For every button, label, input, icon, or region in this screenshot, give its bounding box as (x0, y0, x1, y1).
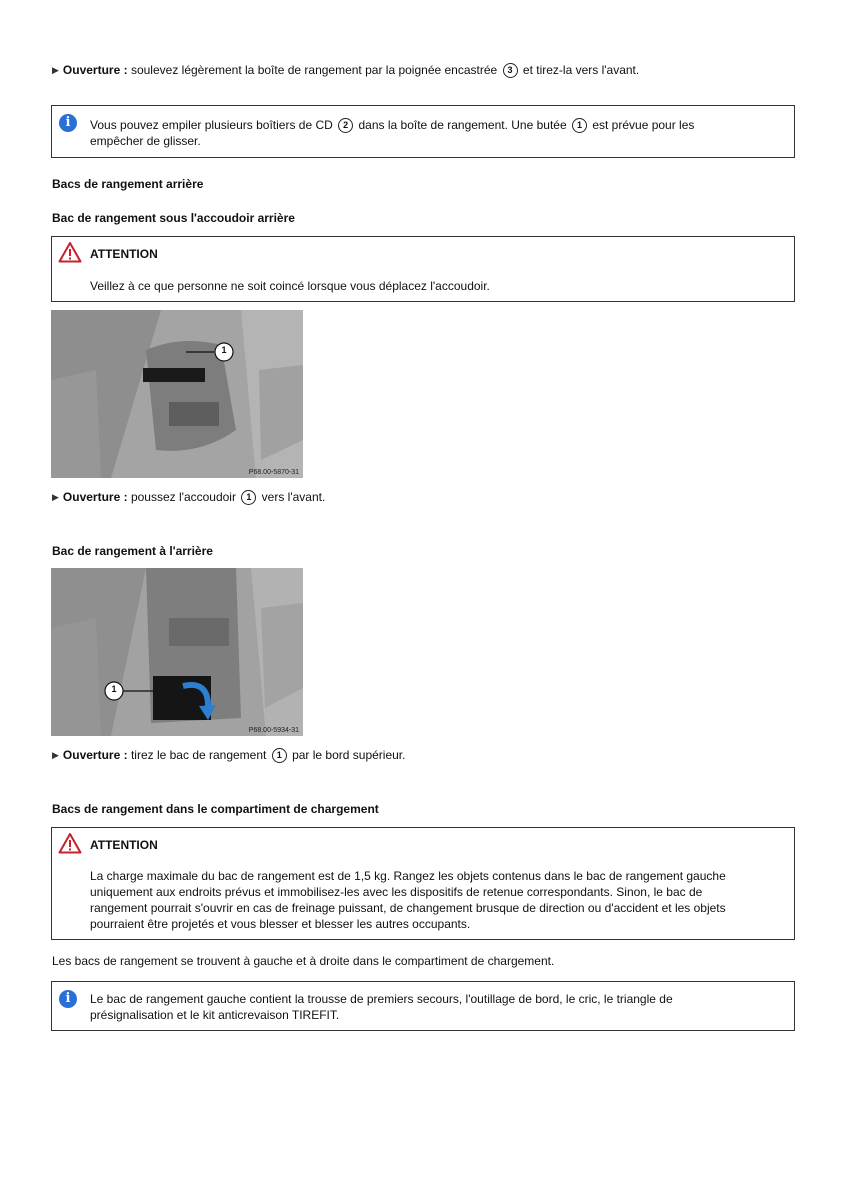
attention-title: ATTENTION (90, 247, 158, 261)
section-heading: Bacs de rangement dans le compartiment de chargement (52, 802, 379, 816)
attention-box-load (51, 827, 795, 940)
callout-ref: 2 (338, 118, 353, 133)
photo-callout: 1 (221, 345, 227, 355)
info-icon: i (59, 990, 77, 1008)
bullet-arrow-icon: ▶ (52, 750, 59, 760)
bullet-arrow-icon: ▶ (52, 492, 59, 502)
info-icon: i (59, 114, 77, 132)
rear-compartment-photo (51, 568, 303, 736)
warning-triangle-icon (58, 832, 82, 854)
attention-text: La charge maximale du bac de rangement est de 1,5 kg. Rangez les objets contenus dans le bac de rangement gauche uniquement aux endroits prévus et immobilisez-les avec les dispositifs de retenue correspondants. Sinon, le bac de rangement pourrait s'ouvrir en cas de freinage puissant, de changement brusque de direction ou d'accident et les objets pourraient être projetés et vous blesser et blesser les autres occupants. (90, 869, 726, 931)
instruction-opening-2: ▶ Ouverture : poussez l'accoudoir 1 vers l'avant. (52, 490, 326, 504)
instruction-opening-3: ▶ Ouverture : tirez le bac de rangement 1 par le bord supérieur. (52, 748, 406, 762)
photo-code: P68.00-5870-31 (248, 469, 299, 476)
info-box-cd: i Vous pouvez empiler plusieurs boîtiers de CD 2 dans la boîte de rangement. Une butée 1 est prévue pour les empêcher de glisser. (51, 105, 795, 158)
attention-title: ATTENTION (90, 838, 158, 852)
callout-ref: 1 (272, 748, 287, 763)
bullet-arrow-icon: ▶ (52, 65, 59, 75)
info-box-contents: i Le bac de rangement gauche contient la trousse de premiers secours, l'outillage de bord, le cric, le triangle de présignalisation et le kit anticrevaison TIREFIT. (51, 981, 795, 1031)
warning-triangle-icon (58, 241, 82, 263)
photo-callout: 1 (111, 684, 117, 694)
instruction-opening-1: ▶ Ouverture : soulevez légèrement la boîte de rangement par la poignée encastrée 3 et tirez-la vers l'avant. (52, 63, 640, 77)
photo-code: P68.00-5934-31 (248, 727, 299, 734)
callout-ref: 1 (572, 118, 587, 133)
subsection-heading: Bac de rangement à l'arrière (52, 544, 213, 558)
callout-ref: 3 (503, 63, 518, 78)
attention-box-armrest (51, 236, 795, 302)
subsection-heading: Bac de rangement sous l'accoudoir arrière (52, 211, 295, 225)
section-heading: Bacs de rangement arrière (52, 177, 204, 191)
attention-text: Veillez à ce que personne ne soit coincé lorsque vous déplacez l'accoudoir. (90, 279, 490, 293)
armrest-photo (51, 310, 303, 478)
body-paragraph: Les bacs de rangement se trouvent à gauche et à droite dans le compartiment de chargement. (52, 954, 555, 968)
callout-ref: 1 (241, 490, 256, 505)
